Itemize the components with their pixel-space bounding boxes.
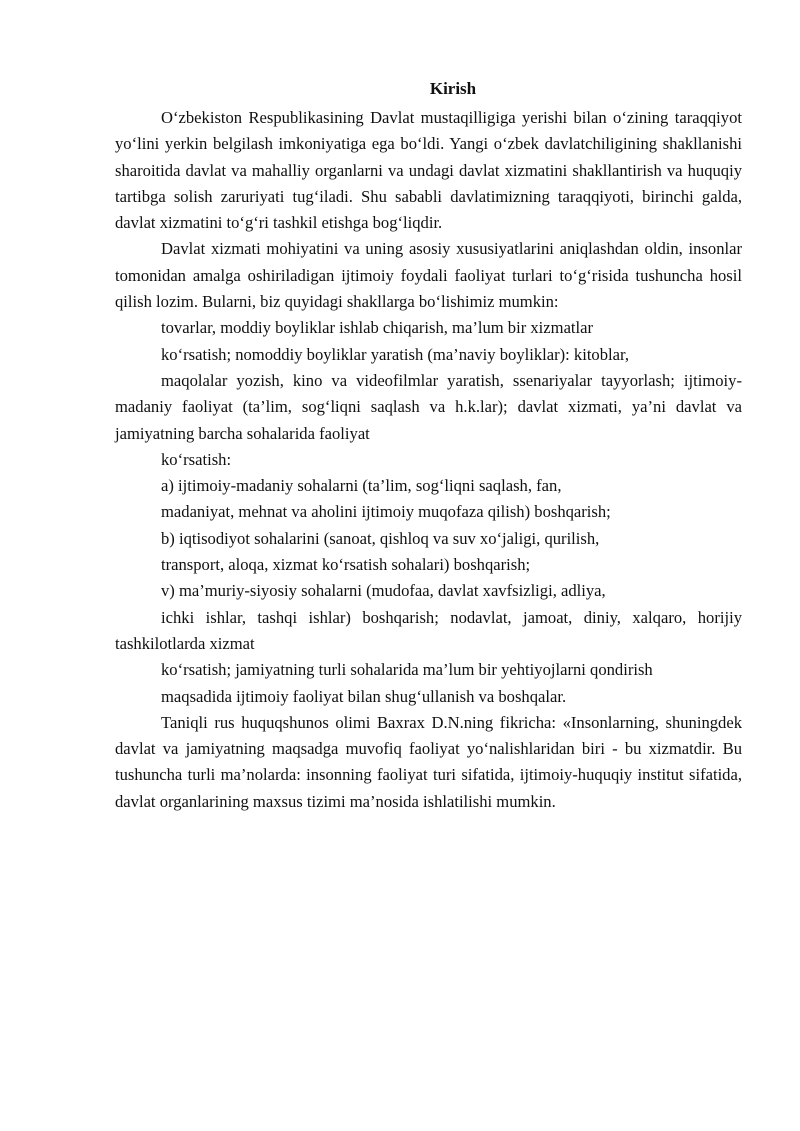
list-item: madaniyat, mehnat va aholini ijtimoiy muqofaza qilish) boshqarish; [161,502,611,522]
page-title: Kirish [429,79,477,98]
list-item: transport, aloqa, xizmat ko‘rsatish sohalari) boshqarish; [161,555,531,575]
list-item: v) ma’muriy-siyosiy sohalarni (mudofaa, davlat xavfsizligi, adliya, [161,581,606,601]
paragraph: tovarlar, moddiy boyliklar ishlab chiqarish, ma’lum bir xizmatlar [161,318,594,338]
list-item: b) iqtisodiyot sohalarini (sanoat, qishloq va suv xo‘jaligi, qurilish, [161,528,600,548]
paragraph: ko‘rsatish: [161,449,232,469]
paragraph: Davlat xizmati mohiyatini va uning asosiy xususiyatlarini aniqlashdan oldin, insonlar tomonidan amalga oshiriladigan ijtimoiy foydali faoliyat turlari to‘g‘risida tushuncha hosil qilish lozim. Bularni, biz quyidagi shakllarga bo‘lishimiz mumkin: [115,239,742,312]
list-item: a) ijtimoiy-madaniy sohalarni (ta’lim, sog‘liqni saqlash, fan, [161,476,562,496]
paragraph: ko‘rsatish; jamiyatning turli sohalarida ma’lum bir yehtiyojlarni qondirish [161,660,653,680]
paragraph: maqolalar yozish, kino va videofilmlar yaratish, ssenariyalar tayyorlash; ijtimoiy-madaniy faoliyat (ta’lim, sog‘liqni saqlash va h.k.lar); davlat xizmati, ya’ni davlat va jamiyatning barcha sohalarida faoliyat [115,370,742,443]
list-item: ichki ishlar, tashqi ishlar) boshqarish; nodavlat, jamoat, diniy, xalqaro, horijiy tashkilotlarda xizmat [115,607,742,653]
document-body [115,105,742,815]
paragraph: Taniqli rus huquqshunos olimi Baxrax D.N.ning fikricha: «Insonlarning, shuningdek davlat va jamiyatning maqsadga muvofiq faoliyat yo‘nalishlaridan biri - bu xizmatdir. Bu tushuncha turli ma’nolarda: insonning faoliyat turi sifatida, ijtimoiy-huquqiy institut sifatida, davlat organlarining maxsus tizimi ma’nosida ishlatilishi mumkin. [115,712,742,811]
paragraph: maqsadida ijtimoiy faoliyat bilan shug‘ullanish va boshqalar. [161,686,567,706]
paragraph: ko‘rsatish; nomoddiy boyliklar yaratish (ma’naviy boyliklar): kitoblar, [161,344,630,364]
paragraph: O‘zbekiston Respublikasining Davlat mustaqilligiga yerishi bilan o‘zining taraqqiyot yo‘lini yerkin belgilash imkoniyatiga ega bo‘ldi. Yangi o‘zbek davlatchiligining shakllanishi sharoitida davlat va mahalliy organlarni va undagi davlat xizmatini shakllantirish va huquqiy tartibga solish zaruriyati tug‘iladi. Shu sababli davlatimizning taraqqiyoti, birinchi galda, davlat xizmatini to‘g‘ri tashkil etishga bog‘liqdir. [115,108,742,233]
